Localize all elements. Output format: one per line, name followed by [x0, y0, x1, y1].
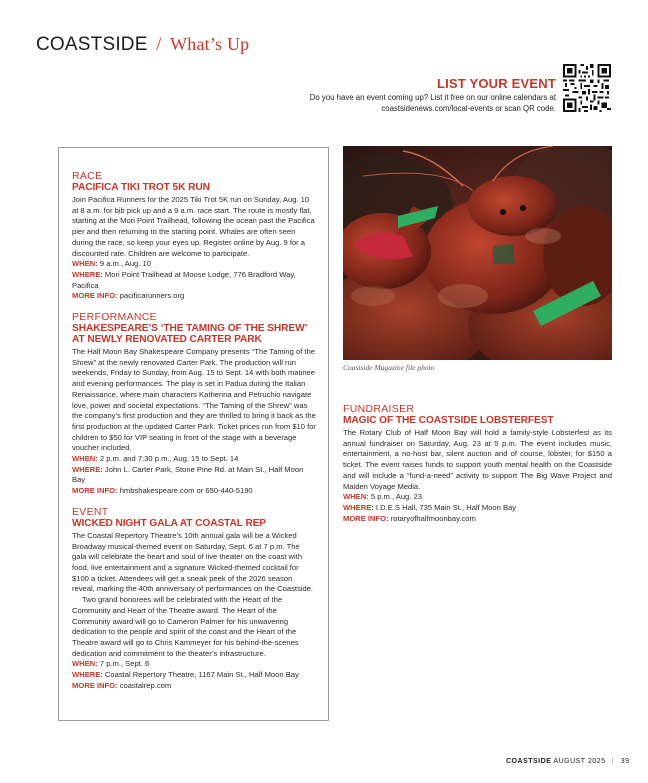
event-title: SHAKESPEARE’S ‘THE TAMING OF THE SHREW’ AT NEWLY RENOVATED CARTER PARK: [72, 323, 307, 346]
page-footer: [506, 758, 630, 765]
list-event-text: [256, 92, 556, 114]
event-where: WHERE: John L. Carter Park, Stone Pine Rd. at Main St., Half Moon Bay: [72, 464, 304, 485]
event-category: PERFORMANCE: [72, 311, 157, 324]
event-paragraph-2: Two grand honorees will be celebrated with the Heart of the Community and Heart of the Theatre award. The Heart of the Community award will go to Cameron Palmer for his unwavering dedication to the people and spirit of the coast and the Heart of the Theatre award will go to Chris Kammeyer for his behind-the-scenes dedication and commitment to the theater’s infrastructure.: [72, 595, 299, 658]
lobster-photo: [343, 146, 612, 360]
header-separator: /: [156, 34, 162, 55]
event-where: WHERE: Coastal Repertory Theatre, 1167 Main St., Half Moon Bay: [72, 670, 299, 680]
list-event-line-2[interactable]: coastsidenews.com/local-events or scan QR code.: [381, 104, 556, 113]
list-event-title: LIST YOUR EVENT: [436, 76, 556, 91]
event-paragraph-1: The Coastal Repertory Theatre’s 10th annual gala will be a Wicked Broadway musical-themed event on Saturday, Sept. 6 at 7 p.m. The gala will celebrate the heart and soul of live theater on the coast with food, live entertainment and a signature Wicked-themed cocktail for $100 a ticket. Attendees will get a sneak peek of the 2026 season reveal, marking the 40th anniversary of performances on the Coastside.: [72, 530, 314, 594]
footer-issue: AUGUST 2025: [553, 758, 606, 765]
event-body: The Rotary Club of Half Moon Bay will hold a family-style Lobsterfest as its annual fundraiser on Saturday, Aug. 23 at 5 p.m. The event includes music, entertainment, a no-host bar, silent auction and of course, lobster, for $150 a ticket. The event raises funds to support youth mental health on the Coastside and will include a “fund-a-need” activity to support The Big Wave Project and Maiden Voyage Media.: [343, 428, 612, 491]
event-where: WHERE: I.D.E.S Hall, 735 Main St., Half Moon Bay: [343, 502, 517, 512]
event-when: WHEN: 9 a.m., Aug. 10: [72, 259, 151, 269]
event-body: [72, 531, 316, 659]
page-number: 39: [620, 758, 630, 765]
event-when: WHEN: 2 p.m. and 7:30 p.m., Aug. 15 to Sept. 14: [72, 454, 239, 464]
section-title: What’s Up: [170, 34, 250, 54]
event-performance: [72, 311, 316, 497]
photo-caption: Coastside Magazine file photo: [343, 363, 435, 372]
event-body: The Half Moon Bay Shakespeare Company presents “The Taming of the Shrew” at the newly renovated Carter Park. The production will run weekends, Friday to Sunday, from Aug. 15 to Sept. 14 with both matinee and evening performances. The play is set in Padua during the Italian Renaissance, where main characters Katherina and Petruchio navigate love, power and societal expectations. “The Taming of the Shrew” was the company’s first production and they are thrilled to bring it back as the first production at the updated Carter Park. Ticket prices run from $10 for children to $50 for VIP seating in front of the stage with a beverage voucher included.: [72, 347, 316, 453]
event-when: WHEN: 7 p.m., Sept. 6: [72, 659, 150, 669]
event-title: PACIFICA TIKI TROT 5K RUN: [72, 182, 210, 193]
event-title: MAGIC OF THE COASTSIDE LOBSTERFEST: [343, 415, 554, 426]
event-race: [72, 170, 316, 302]
event-more-info[interactable]: MORE INFO: pacificarunners.org: [72, 291, 185, 301]
event-gala: [72, 506, 316, 692]
list-your-event: [256, 76, 556, 114]
event-category: EVENT: [72, 505, 109, 518]
event-body: Join Pacifica Runners for the 2025 Tiki Trot 5K run on Sunday, Aug. 10 at 8 a.m. for bib pick up and a 9 a.m. race start. The route is mostly flat, starting at the Mori Point Trailhead, following the ocean past the Pacifica pier and then returning to the starting point. Whales are often seen during the race, so keep your eyes up. Register online by Aug. 9 for a discounted rate. Children are welcome to participate.: [72, 195, 315, 258]
list-event-line-1: Do you have an event coming up? List it free on our online calendars at: [309, 93, 556, 102]
qr-code[interactable]: [563, 64, 611, 112]
event-when: WHEN: 5 p.m., Aug. 23: [343, 492, 422, 502]
event-where: WHERE: Mori Point Trailhead at Moose Lodge, 776 Bradford Way, Pacifica: [72, 269, 296, 290]
event-more-info[interactable]: MORE INFO: rotaryofhalfmoonbay.com: [343, 513, 476, 523]
event-more-info[interactable]: MORE INFO: hmbshakespeare.com or 650-440-5190: [72, 486, 253, 496]
page-header: [36, 34, 249, 56]
event-category: FUNDRAISER: [343, 403, 415, 415]
events-sidebar-box: [58, 147, 329, 721]
event-title: WICKED NIGHT GALA AT COASTAL REP: [72, 517, 267, 529]
footer-separator: |: [611, 758, 615, 765]
event-more-info[interactable]: MORE INFO: coastalrep.com: [72, 680, 172, 690]
event-category: RACE: [72, 170, 103, 182]
magazine-name: COASTSIDE: [36, 34, 148, 55]
footer-magazine: COASTSIDE: [506, 758, 552, 765]
event-fundraiser: [343, 403, 612, 524]
